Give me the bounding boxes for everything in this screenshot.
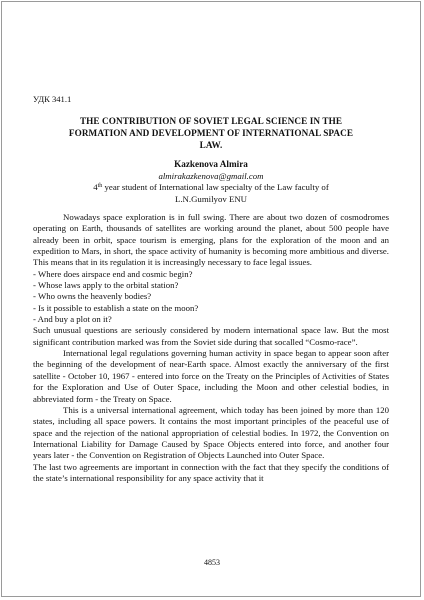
author-affiliation-line2: L.N.Gumilyov ENU (174, 193, 248, 204)
author-affiliation: 4th year student of International law specialty of the Law faculty of (93, 182, 329, 192)
paragraph: Such unusual questions are seriously considered by modern international space law. But the most significant contribution marked was from the Soviet side during that socalled “Cosmo-race”. (33, 325, 389, 347)
author-email: almirakazkenova@gmail.com (158, 170, 264, 181)
body-text (33, 212, 389, 484)
paragraph: This is a universal international agreement, which today has been joined by more than 120 states, including all space powers. It contains the most important principles of the peaceful use of space and the rejection of the national appropriation of celestial bodies. In 1972, the Convention on International Liability for Damage Caused by Space Objects entered into force, and another four years later - the Convention on Registration of Objects Launched into Outer Space. (33, 404, 389, 461)
question-item: - Where does airspace end and cosmic begin? (33, 268, 193, 279)
author-name: Kazkenova Almira (174, 159, 248, 169)
author-block (33, 159, 389, 205)
title-line: FORMATION AND DEVELOPMENT OF INTERNATIONAL SPACE (68, 128, 354, 138)
paragraph: Nowadays space exploration is in full swing. There are about two dozen of cosmodromes operating on Earth, thousands of satellites are working around the planet, about 500 people have already been in orbit, space tourism is emerging, plans for the exploration of the moon and an expedition to Mars, in short, the space activity of humanity is becoming more ambitious and diverse. This means that in its regulation it is increasingly necessary to face legal issues. (33, 212, 389, 268)
question-item: - Whose laws apply to the orbital station? (33, 280, 179, 291)
title-line: THE CONTRIBUTION OF SOVIET LEGAL SCIENCE IN THE (79, 116, 343, 126)
udk-code: УДК 341.1 (33, 94, 72, 104)
question-item: - Who owns the heavenly bodies? (33, 291, 152, 302)
paragraph: International legal regulations governing human activity in space began to appear soon after the beginning of the development of near-Earth space. Almost exactly the anniversary of the first satellite - October 10, 1967 - entered into force on the Treaty on the Principles of Activities of States for the Exploration and Use of Outer Space, including the Moon and other celestial bodies, in abbreviated form - the Treaty on Space. (33, 348, 389, 404)
page-number: 4853 (204, 558, 220, 567)
paper-title (47, 115, 375, 151)
document-body (33, 94, 389, 484)
question-item: - And buy a plot on it? (33, 314, 112, 325)
paragraph: The last two agreements are important in connection with the fact that they specify the conditions of the state’s international responsibility for any space activity that it (33, 461, 389, 483)
title-line: LAW. (199, 140, 223, 150)
question-item: - Is it possible to establish a state on the moon? (33, 302, 199, 313)
